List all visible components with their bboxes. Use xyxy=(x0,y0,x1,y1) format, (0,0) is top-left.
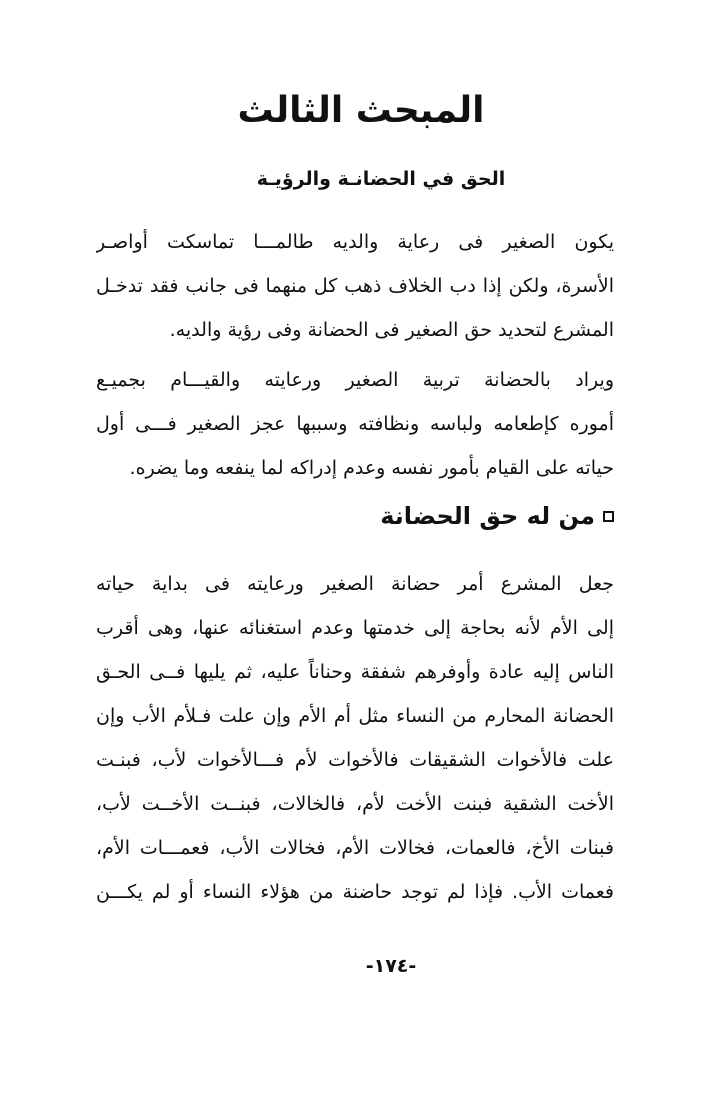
paragraph-line: إلى الأم لأنه بحاجة إلى خدمتها وعدم استغنائه عنها، وهى أقرب xyxy=(96,617,614,639)
square-bullet-icon xyxy=(603,511,614,522)
paragraph-line: الأسرة، ولكن إذا دب الخلاف ذهب كل منهما فى جانب فقد تدخـل xyxy=(96,275,614,297)
paragraph-custody xyxy=(96,562,614,914)
paragraph-line: الناس إليه عادة وأوفرهم شفقة وحناناً عليه، ثم يليها فــى الحـق xyxy=(96,661,614,683)
paragraph-definition xyxy=(96,358,614,490)
paragraph-line: أموره كإطعامه ولباسه ونظافته وسببها عجز الصغير فـــى أول xyxy=(96,413,614,435)
paragraph-line: الحضانة المحارم من النساء مثل أم الأم وإن علت فـلأم الأب وإن xyxy=(96,705,614,727)
paragraph-line: ويراد بالحضانة تربية الصغير ورعايته والقيـــام بجميـع xyxy=(96,369,614,391)
page-number: -١٧٤- xyxy=(365,955,417,977)
paragraph-line: الأخت الشقية فبنت الأخت لأم، فالخالات، فبنــت الأخــت لأب، xyxy=(96,793,614,815)
paragraph-line: المشرع لتحديد حق الصغير فى الحضانة وفى رؤية والديه. xyxy=(169,319,614,341)
subheading xyxy=(380,502,614,530)
subheading-text: من له حق الحضانة xyxy=(380,502,595,530)
paragraph-line: يكون الصغير فى رعاية والديه طالمـــا تماسكت أواصـر xyxy=(96,231,614,253)
paragraph-line: جعل المشرع أمر حضانة الصغير ورعايته فى بداية حياته xyxy=(96,573,614,595)
section-title: المبحث الثالث xyxy=(237,90,485,131)
section-subtitle: الحق في الحضانـة والرؤيـة xyxy=(256,168,506,190)
paragraph-line: فبنات الأخ، فالعمات، فخالات الأم، فخالات الأب، فعمـــات الأم، xyxy=(96,837,614,859)
paragraph-line: علت فالأخوات الشقيقات فالأخوات لأم فـــالأخوات لأب، فبنـت xyxy=(96,749,614,771)
paragraph-intro xyxy=(96,220,614,352)
paragraph-line: حياته على القيام بأمور نفسه وعدم إدراكه لما ينفعه وما يضره. xyxy=(129,457,614,479)
paragraph-line: فعمات الأب. فإذا لم توجد حاضنة من هؤلاء النساء أو لم يكـــن xyxy=(96,881,614,903)
